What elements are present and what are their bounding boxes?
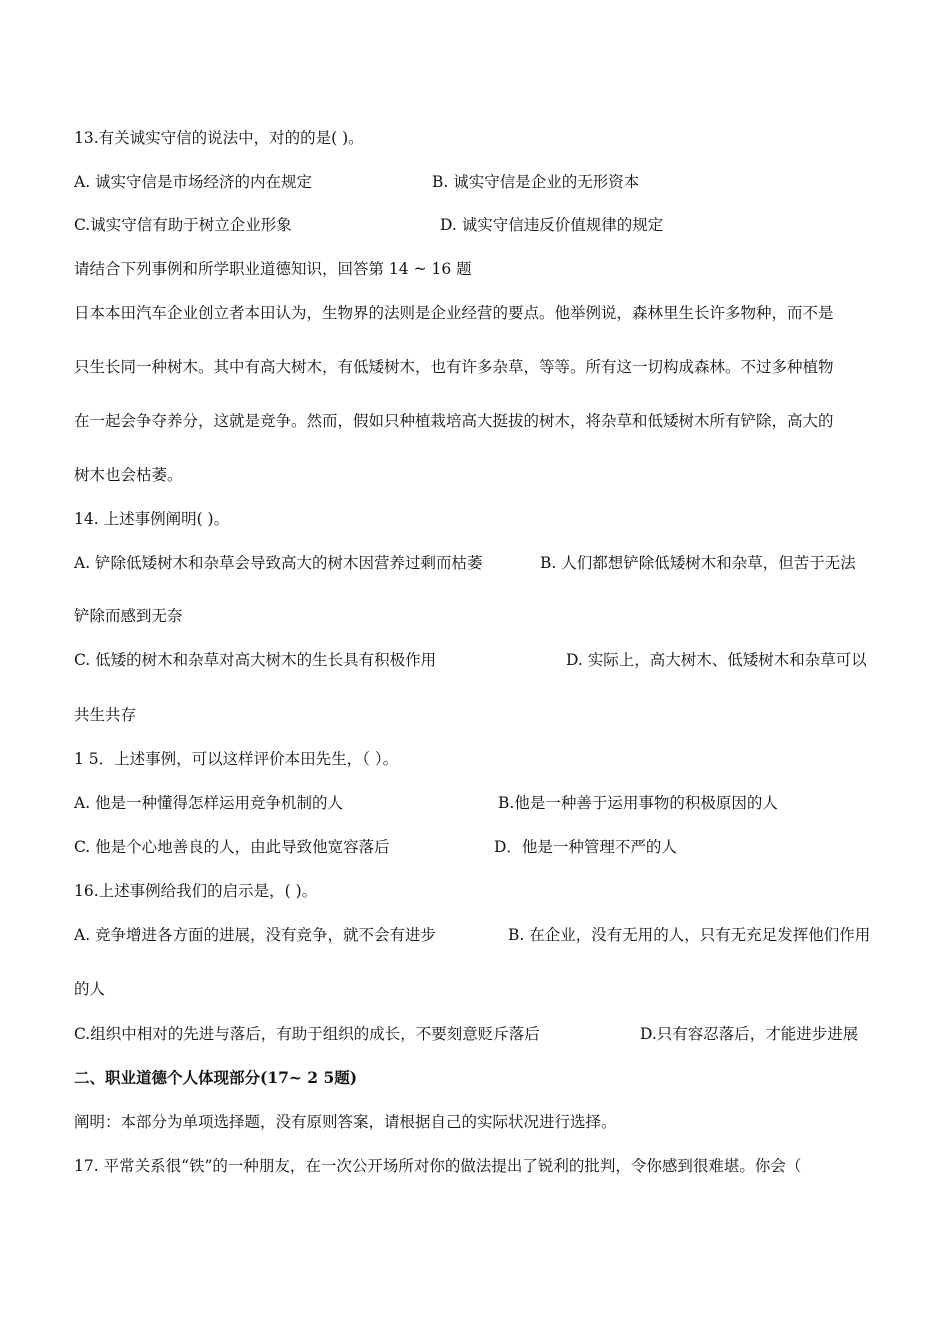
- case-line: 日本本田汽车企业创立者本田认为，生物界的法则是企业经营的要点。他举例说，森林里生长许多物种，而不是: [74, 304, 834, 322]
- q16-option-d: D.只有容忍落后，才能进步进展: [640, 1025, 859, 1043]
- q16-option-b: B. 在企业，没有无用的人，只有无充足发挥他们作用: [508, 926, 871, 944]
- q14-option-c: C. 低矮的树木和杂草对高大树木的生长具有积极作用: [74, 651, 437, 669]
- q17-stem: 17. 平常关系很“铁”的一种朋友，在一次公开场所对你的做法提出了锐利的批判，令你感到很难堪。你会（: [74, 1157, 802, 1175]
- q14-option-d: D. 实际上，高大树木、低矮树木和杂草可以: [566, 651, 867, 669]
- q14-option-b: B. 人们都想铲除低矮树木和杂草，但苦于无法: [540, 554, 856, 572]
- q14-option-a: A. 铲除低矮树木和杂草会导致高大的树木因营养过剩而枯萎: [74, 554, 483, 572]
- case-line: 树木也会枯萎。: [74, 466, 183, 484]
- q14-option-b-continued: 铲除而感到无奈: [74, 607, 183, 625]
- q13-option-c: C.诚实守信有助于树立企业形象: [74, 216, 292, 234]
- q15-option-b: B.他是一种善于运用事物的积极原因的人: [498, 794, 778, 812]
- case-line: 只生长同一种树木。其中有高大树木，有低矮树木，也有许多杂草，等等。所有这一切构成森林。不过多种植物: [74, 358, 834, 376]
- q13-option-a: A. 诚实守信是市场经济的内在规定: [74, 173, 313, 191]
- q13-option-b: B. 诚实守信是企业的无形资本: [432, 173, 640, 191]
- q15-option-d: D．他是一种管理不严的人: [494, 838, 677, 856]
- q13-stem: 13.有关诚实守信的说法中，对的的是( )。: [74, 129, 364, 147]
- section-note: 阐明：本部分为单项选择题，没有原则答案，请根据自己的实际状况进行选择。: [74, 1113, 617, 1131]
- q16-option-b-continued: 的人: [74, 980, 106, 998]
- q14-option-d-continued: 共生共存: [74, 706, 137, 724]
- q15-option-a: A. 他是一种懂得怎样运用竞争机制的人: [74, 794, 344, 812]
- case-line: 在一起会争夺养分，这就是竞争。然而，假如只种植栽培高大挺拔的树木，将杂草和低矮树木所有铲除，高大的: [74, 412, 834, 430]
- q15-stem: 1 5．上述事例，可以这样评价本田先生，（ ）。: [74, 750, 399, 768]
- q16-option-c: C.组织中相对的先进与落后，有助于组织的成长，不要刻意贬斥落后: [74, 1025, 540, 1043]
- q14-stem: 14. 上述事例阐明( )。: [74, 510, 230, 528]
- q15-option-c: C. 他是个心地善良的人，由此导致他宽容落后: [74, 838, 390, 856]
- case-intro: 请结合下列事例和所学职业道德知识，回答第 14 ~ 16 题: [74, 260, 472, 278]
- q16-stem: 16.上述事例给我们的启示是，( )。: [74, 882, 318, 900]
- q13-option-d: D. 诚实守信违反价值规律的规定: [440, 216, 664, 234]
- q16-option-a: A. 竞争增进各方面的进展，没有竞争，就不会有进步: [74, 926, 437, 944]
- section-heading: 二、职业道德个人体现部分(17~ 2 5题): [74, 1068, 358, 1087]
